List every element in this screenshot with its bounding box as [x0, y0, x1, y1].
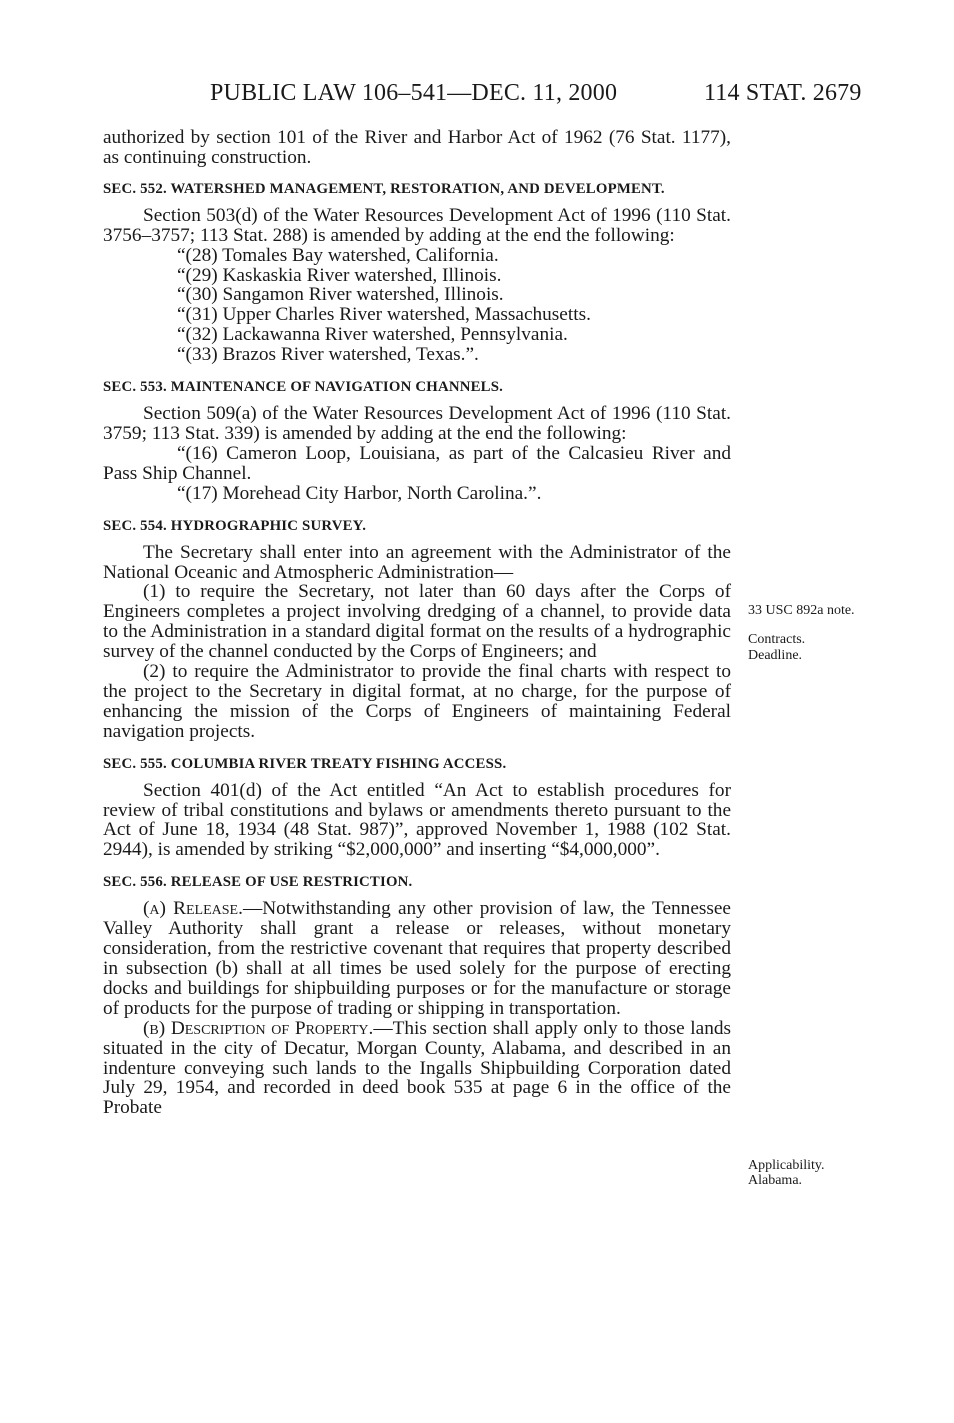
- section-555-heading: SEC. 555. COLUMBIA RIVER TREATY FISHING ACCESS.: [103, 755, 507, 772]
- list-item: “(28) Tomales Bay watershed, California.: [177, 244, 499, 266]
- list-item: “(32) Lackawanna River watershed, Pennsylvania.: [177, 324, 568, 346]
- section-553-heading: SEC. 553. MAINTENANCE OF NAVIGATION CHANNELS.: [103, 379, 504, 396]
- section-554-intro: The Secretary shall enter into an agreement with the Administrator of the National Oceanic and Atmospheric Administration—: [103, 541, 731, 583]
- margin-note-contracts: Contracts.: [748, 632, 806, 647]
- subsection-a-text: —Notwithstanding any other provision of law, the Tennessee Valley Authority shall grant a release or releases, without monetary consideration, from the restrictive covenant that requires that property described in subsection (b) shall at all times be used solely for the purpose of erecting docks and buildings for shipbuilding purposes or for the manufacture or storage of products for the purpose of trading or shipping in transportation.: [103, 898, 731, 1019]
- list-item: “(33) Brazos River watershed, Texas.”.: [177, 344, 479, 366]
- section-553-intro: Section 509(a) of the Water Resources Development Act of 1996 (110 Stat. 3759; 113 Stat. 339) is amended by adding at the end the following:: [103, 403, 731, 444]
- subsection-b-label: (b) Description of Property.: [143, 1017, 374, 1039]
- continuation-paragraph: authorized by section 101 of the River and Harbor Act of 1962 (76 Stat. 1177), as continuing construction.: [103, 127, 731, 168]
- margin-note-deadline: Deadline.: [748, 648, 803, 663]
- list-item: “(17) Morehead City Harbor, North Carolina.”.: [177, 482, 542, 504]
- subsection-a-label: (a) Release.: [143, 898, 243, 920]
- list-item: “(16) Cameron Loop, Louisiana, as part of the Calcasieu River and Pass Ship Channel.: [103, 442, 731, 484]
- list-item: “(30) Sangamon River watershed, Illinois.: [177, 284, 504, 306]
- margin-note-applicability: Applicability. Alabama.: [748, 1158, 825, 1188]
- section-555-text: Section 401(d) of the Act entitled “An Act to establish procedures for review of tribal constitutions and bylaws or amendments thereto pursuant to the Act of June 18, 1934 (48 Stat. 987)”, approved November 1, 1988 (102 Stat. 2944), is amended by striking “$2,000,000” and inserting “$4,000,000”.: [103, 779, 731, 861]
- section-556-subsection-b: [103, 1019, 731, 1119]
- list-item: “(29) Kaskaskia River watershed, Illinois.: [177, 264, 502, 286]
- section-554-paragraph-1: (1) to require the Secretary, not later than 60 days after the Corps of Engineers completes a project involving dredging of a channel, to provide data to the Administration in a standard digital format on the results of a hydrographic survey of the channel conducted by the Corps of Engineers; and: [103, 581, 731, 663]
- page-body: [103, 128, 731, 1118]
- running-head-title: PUBLIC LAW 106–541—DEC. 11, 2000: [210, 80, 618, 106]
- section-554-paragraph-2: (2) to require the Administrator to provide the final charts with respect to the project to the Secretary in digital format, at no charge, for the purpose of enhancing the mission of the Corps of Engineers of maintaining Federal navigation projects.: [103, 661, 731, 742]
- margin-note-usc: 33 USC 892a note.: [748, 603, 855, 618]
- list-item: “(31) Upper Charles River watershed, Massachusetts.: [177, 304, 591, 326]
- subsection-b-text: —This section shall apply only to those lands situated in the city of Decatur, Morgan County, Alabama, and described in an indenture conveying such lands to the Ingalls Shipbuilding Corporation dated July 29, 1954, and recorded in deed book 535 at page 6 in the office of the Probate: [103, 1017, 731, 1119]
- section-552-intro: Section 503(d) of the Water Resources Development Act of 1996 (110 Stat. 3756–3757; 113 Stat. 288) is amended by adding at the end the following:: [103, 204, 731, 246]
- section-556-subsection-a: [103, 899, 731, 1018]
- running-head-page-number: 114 STAT. 2679: [704, 80, 862, 106]
- section-552-heading: SEC. 552. WATERSHED MANAGEMENT, RESTORATION, AND DEVELOPMENT.: [103, 180, 665, 197]
- section-554-heading: SEC. 554. HYDROGRAPHIC SURVEY.: [103, 517, 367, 534]
- section-556-heading: SEC. 556. RELEASE OF USE RESTRICTION.: [103, 874, 413, 891]
